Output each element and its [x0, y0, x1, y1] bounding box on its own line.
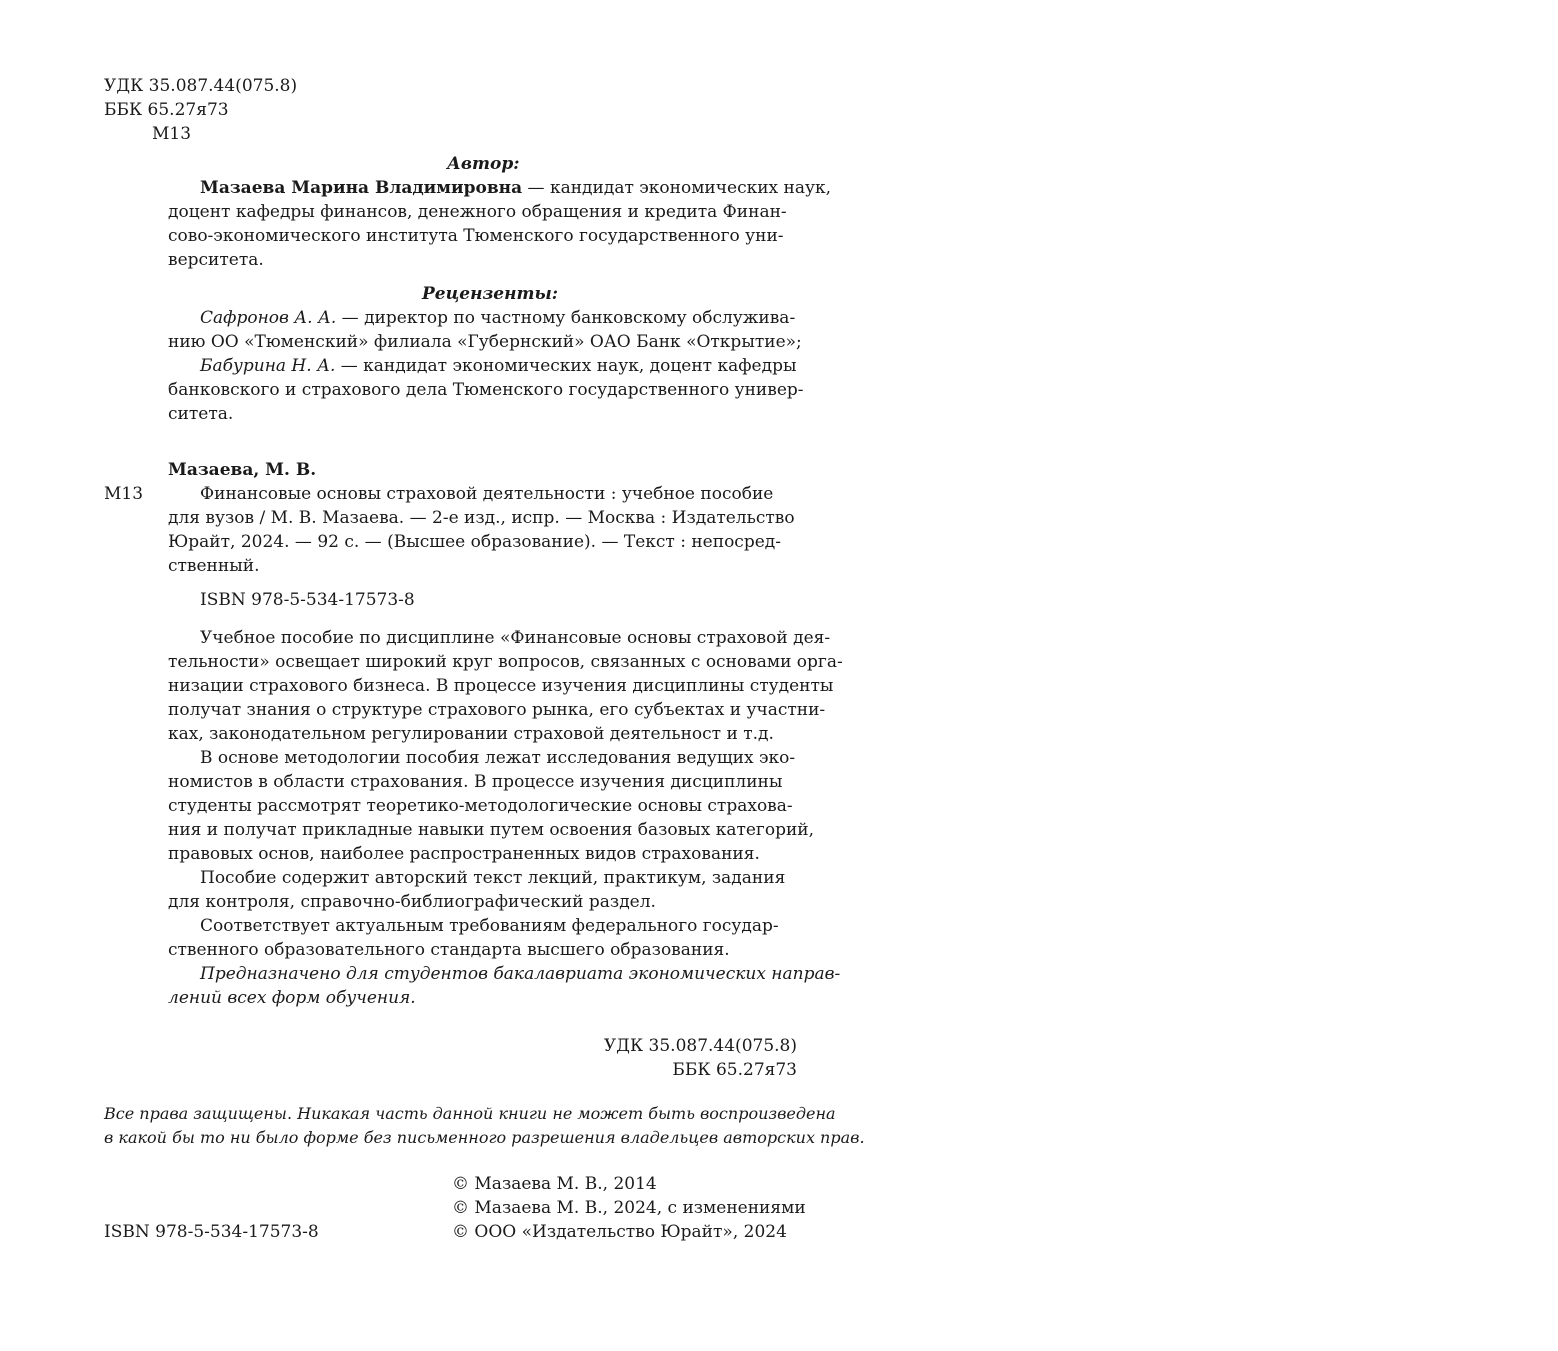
author-heading: Автор: [447, 154, 520, 174]
biblio-line-1: Финансовые основы страховой деятельности : учебное пособие [200, 484, 774, 504]
reviewer-2-line-3: ситета. [168, 404, 234, 424]
abstract-p1-line-1: Учебное пособие по дисциплине «Финансовые основы страховой дея- [200, 628, 831, 648]
copyright-line-1: © Мазаева М. В., 2014 [452, 1174, 657, 1194]
abstract-p2-line-5: правовых основ, наиболее распространенных видов страхования. [168, 844, 760, 864]
author-name: Мазаева Марина Владимировна [200, 178, 523, 198]
abstract-p4-line-2: ственного образовательного стандарта высшего образования. [168, 940, 730, 960]
reviewer-1-name: Сафронов А. А. [200, 308, 337, 328]
reviewer-1-line-2: нию ОО «Тюменский» филиала «Губернский» ОАО Банк «Открытие»; [168, 332, 802, 352]
author-line-1: Мазаева Марина Владимировна — кандидат экономических наук, [200, 178, 832, 198]
reviewer-2-name: Бабурина Н. А. [200, 356, 336, 376]
abstract-p3-line-1: Пособие содержит авторский текст лекций, практикум, задания [200, 868, 786, 888]
author-line-2: доцент кафедры финансов, денежного обращения и кредита Финан- [168, 202, 787, 222]
biblio-author: Мазаева, М. В. [168, 460, 317, 480]
abstract-p5-line-1: Предназначено для студентов бакалавриата экономических направ- [200, 964, 841, 984]
abstract-p5-line-2: лений всех форм обучения. [168, 988, 416, 1008]
biblio-line-4: ственный. [168, 556, 260, 576]
bbk-code: ББК 65.27я73 [104, 100, 229, 120]
reviewer-1-line-1: Сафронов А. А. — директор по частному банковскому обслужива- [200, 308, 796, 328]
reviewers-heading: Рецензенты: [422, 284, 559, 304]
abstract-p1-line-3: низации страхового бизнеса. В процессе изучения дисциплины студенты [168, 676, 834, 696]
biblio-line-2: для вузов / М. В. Мазаева. — 2-е изд., испр. — Москва : Издательство [168, 508, 795, 528]
biblio-isbn: ISBN 978-5-534-17573-8 [200, 590, 415, 610]
copyright-line-3: © ООО «Издательство Юрайт», 2024 [452, 1222, 787, 1242]
biblio-code: М13 [104, 484, 144, 504]
abstract-p1-line-4: получат знания о структуре страхового рынка, его субъектах и участни- [168, 700, 826, 720]
abstract-p1-line-2: тельности» освещает широкий круг вопросов, связанных с основами орга- [168, 652, 843, 672]
rights-line-1: Все права защищены. Никакая часть данной книги не может быть воспроизведена [104, 1104, 836, 1123]
biblio-line-3: Юрайт, 2024. — 92 с. — (Высшее образование). — Текст : непосред- [168, 532, 781, 552]
reviewer-2-line-1: Бабурина Н. А. — кандидат экономических наук, доцент кафедры [200, 356, 797, 376]
copyright-line-2: © Мазаева М. В., 2024, с изменениями [452, 1198, 806, 1218]
author-line-4: верситета. [168, 250, 264, 270]
udk-code: УДК 35.087.44(075.8) [104, 76, 298, 96]
abstract-p2-line-2: номистов в области страхования. В процессе изучения дисциплины [168, 772, 783, 792]
footer-udk: УДК 35.087.44(075.8) [603, 1036, 797, 1056]
abstract-p3-line-2: для контроля, справочно-библиографический раздел. [168, 892, 656, 912]
author-mark: М13 [152, 124, 192, 144]
abstract-p1-line-5: ках, законодательном регулировании страховой деятельност и т.д. [168, 724, 774, 744]
footer-bbk: ББК 65.27я73 [672, 1060, 797, 1080]
rights-line-2: в какой бы то ни было форме без письменного разрешения владельцев авторских прав. [104, 1128, 865, 1147]
author-line-3: сово-экономического института Тюменского государственного уни- [168, 226, 784, 246]
reviewer-2-line-2: банковского и страхового дела Тюменского государственного универ- [168, 380, 804, 400]
abstract-p2-line-4: ния и получат прикладные навыки путем освоения базовых категорий, [168, 820, 815, 840]
copyright-isbn: ISBN 978-5-534-17573-8 [104, 1222, 319, 1242]
abstract-p4-line-1: Соответствует актуальным требованиям федерального государ- [200, 916, 779, 936]
abstract-p2-line-3: студенты рассмотрят теоретико-методологические основы страхова- [168, 796, 793, 816]
abstract-p2-line-1: В основе методологии пособия лежат исследования ведущих эко- [200, 748, 796, 768]
